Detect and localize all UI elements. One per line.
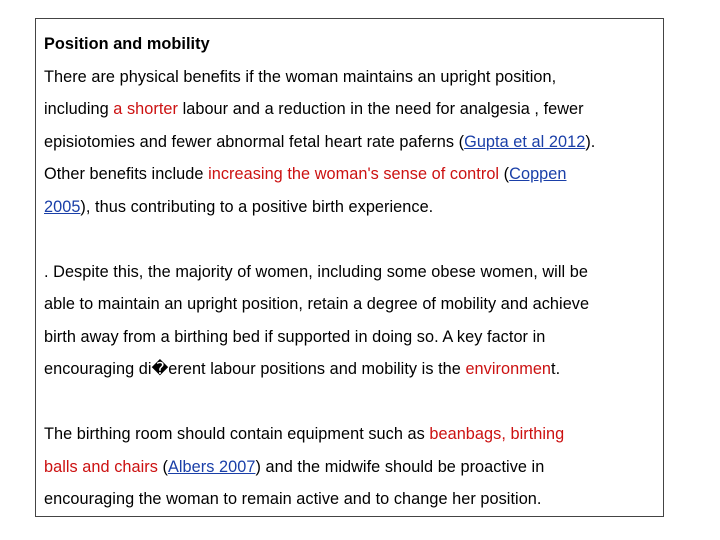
text-line [44,158,660,191]
text-line [44,451,660,484]
text-span: labour and a reduction in the need for analgesia , fewer [178,100,584,118]
paragraph-spacer [44,386,660,419]
text-span: including [44,100,114,118]
highlighted-text: increasing the woman's sense of control [208,165,500,183]
paragraph-birthing-room [44,418,660,516]
text-span: . Despite this, the majority of women, including some obese women, will be [44,262,588,281]
text-line [44,126,660,159]
text-span: ) and the midwife should be proactive in [255,457,545,476]
text-span: t. [551,360,561,378]
text-span: ). [585,132,596,151]
text-span: ), thus contributing to a positive birth experience. [80,197,434,216]
document-body [44,28,660,516]
text-span: There are physical benefits if the woman maintains an upright position, [44,67,557,86]
text-line [44,353,660,386]
text-line [44,288,660,321]
highlighted-text: environmen [465,360,552,378]
text-span: able to maintain an upright position, retain a degree of mobility and achieve [44,295,590,313]
text-span: Other benefits include [44,165,209,183]
highlighted-text: balls and chairs [44,457,158,476]
text-line [44,61,660,94]
citation-link-coppen[interactable]: Coppen [509,165,567,183]
text-span: ( [499,165,510,183]
paragraph-spacer [44,223,660,256]
text-span: encouraging di�erent labour positions and mobility is the [44,360,466,378]
paragraph-despite [44,256,660,386]
text-span: encouraging the woman to remain active and to change her position. [44,490,542,508]
text-line [44,418,660,451]
text-span: episiotomies and fewer abnormal fetal heart rate paferns ( [44,132,465,151]
text-line [44,483,660,516]
section-title: Position and mobility [44,35,210,53]
text-line [44,321,660,354]
citation-link-albers[interactable]: Albers 2007 [167,457,256,476]
paragraph-benefits [44,61,660,224]
text-line [44,191,660,224]
text-line [44,256,660,289]
text-span: The birthing room should contain equipment such as [44,425,430,443]
text-span: ( [157,457,168,476]
highlighted-text: beanbags, birthing [429,425,565,443]
highlighted-text: a shorter [113,100,178,118]
citation-link-coppen-year[interactable]: 2005 [44,197,81,216]
citation-link-gupta[interactable]: Gupta et al 2012 [464,132,586,151]
text-line [44,93,660,126]
text-span: birth away from a birthing bed if supported in doing so. A key factor in [44,327,546,346]
